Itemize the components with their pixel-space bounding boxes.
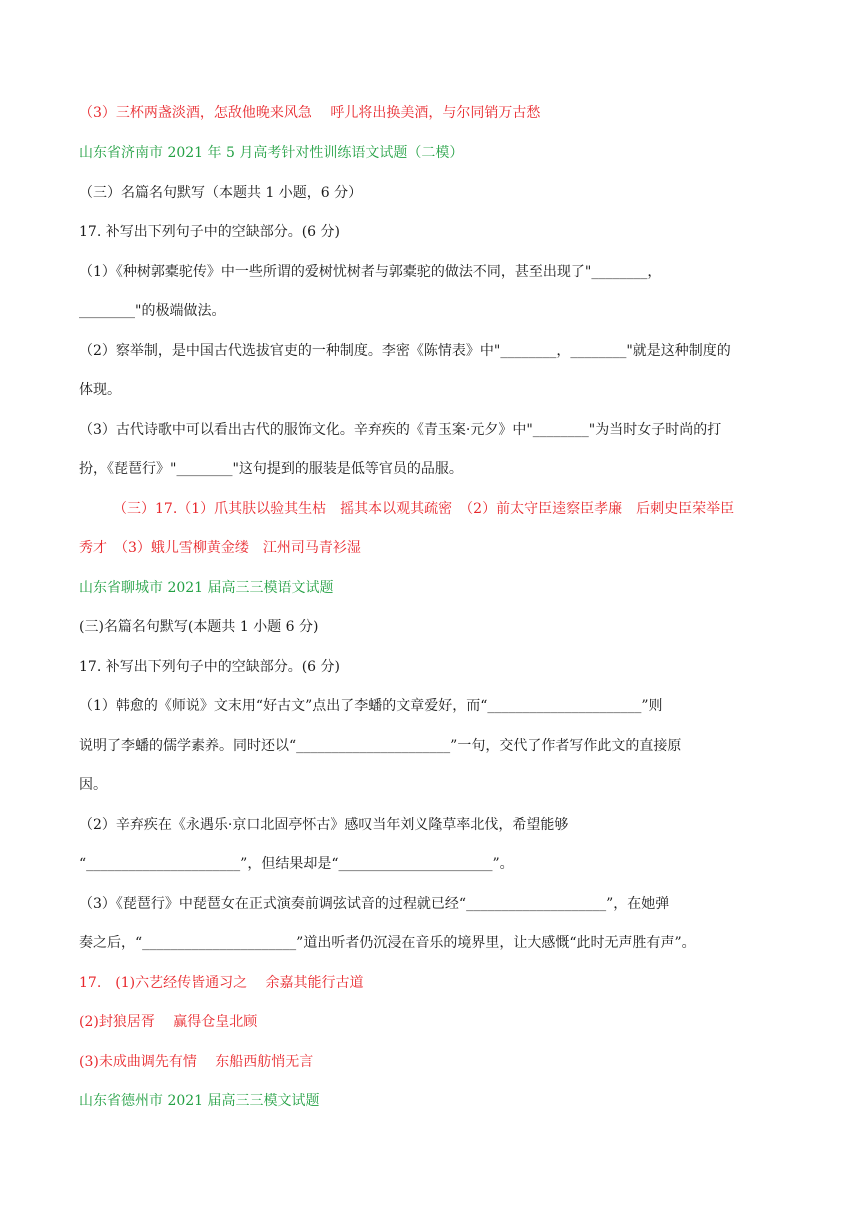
question-stem: 17. 补写出下列句子中的空缺部分。(6 分) xyxy=(79,224,340,240)
question-item: （3）《琵琶行》中琵琶女在正式演奏前调弦试音的过程就已经“____________________”，在她弹 xyxy=(79,896,670,912)
source-heading: 山东省德州市 2021 届高三三模文试题 xyxy=(79,1093,320,1109)
question-item: （1）《种树郭橐驼传》中一些所谓的爱树忧树者与郭橐驼的做法不同，甚至出现了"________， xyxy=(79,264,662,280)
question-item: （1）韩愈的《师说》文末用“好古文”点出了李蟠的文章爱好，而“______________________”则 xyxy=(79,698,663,714)
question-item: “______________________”，但结果却是“______________________”。 xyxy=(79,856,514,872)
answer-line: （三）17.（1）爪其肤以验其生枯 摇其本以观其疏密 （2）前太守臣逵察臣孝廉 后刺史臣荣举臣 xyxy=(113,501,735,517)
question-item: （2）辛弃疾在《永遇乐·京口北固亭怀古》感叹当年刘义隆草率北伐，希望能够 xyxy=(79,817,569,833)
answer-line: (2)封狼居胥 赢得仓皇北顾 xyxy=(79,1014,258,1030)
question-stem: 17. 补写出下列句子中的空缺部分。(6 分) xyxy=(79,659,340,675)
section-heading: （三）名篇名句默写（本题共 1 小题，6 分） xyxy=(79,185,363,201)
question-item: 体现。 xyxy=(79,382,121,398)
question-item: （2）察举制，是中国古代选拔官吏的一种制度。李密《陈情表》中"________，________"就是这种制度的 xyxy=(79,343,731,359)
source-heading: 山东省聊城市 2021 届高三三模语文试题 xyxy=(79,580,334,596)
answer-line: 秀才 （3）蛾儿雪柳黄金缕 江州司马青衫湿 xyxy=(79,540,361,556)
question-item: 奏之后，“______________________”道出听者仍沉浸在音乐的境界里，让大感慨“此时无声胜有声”。 xyxy=(79,935,696,951)
question-item: 说明了李蟠的儒学素养。同时还以“______________________”一句，交代了作者写作此文的直接原 xyxy=(79,738,682,754)
answer-line: (3)未成曲调先有情 东船西舫悄无言 xyxy=(79,1054,314,1070)
question-item: 因。 xyxy=(79,777,107,793)
question-item: ________"的极端做法。 xyxy=(79,303,226,319)
question-item: （3）古代诗歌中可以看出古代的服饰文化。辛弃疾的《青玉案·元夕》中"________"为当时女子时尚的打 xyxy=(79,422,722,438)
answer-line: 17. (1)六艺经传皆通习之 余嘉其能行古道 xyxy=(79,975,364,991)
source-heading: 山东省济南市 2021 年 5 月高考针对性训练语文试题（二模） xyxy=(79,145,464,161)
question-item: 扮，《琵琶行》"________"这句提到的服装是低等官员的品服。 xyxy=(79,461,463,477)
section-heading: (三)名篇名句默写(本题共 1 小题 6 分) xyxy=(79,619,319,635)
answer-line: （3）三杯两盏淡酒，怎敌他晚来风急 呼儿将出换美酒，与尔同销万古愁 xyxy=(79,105,541,121)
